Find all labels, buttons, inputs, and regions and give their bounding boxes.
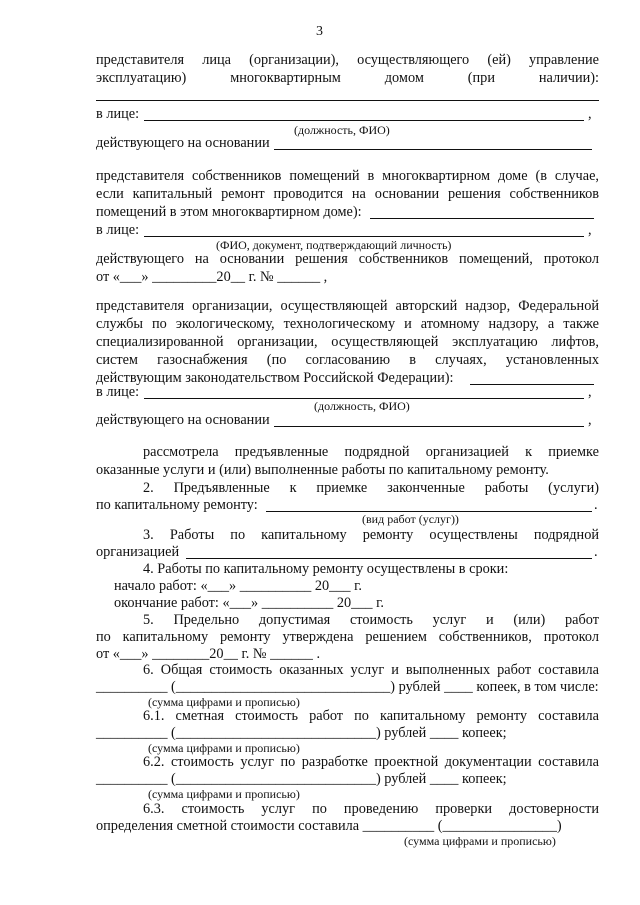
s3-line4: систем газоснабжения (по согласованию в случаях, установленных: [96, 352, 599, 368]
p5-line3: от «___» ________20__ г. № ______ .: [96, 646, 321, 662]
p4-start: начало работ: «___» __________ 20___ г.: [114, 578, 362, 594]
p6-line1: 6. Общая стоимость оказанных услуг и выполненных работ составила: [143, 662, 599, 678]
s3-acting-label: действующего на основании: [96, 412, 270, 428]
s2-line2: если капитальный ремонт проводится на основании решения собственников: [96, 186, 599, 202]
p2-line2: по капитальному ремонту:: [96, 497, 258, 513]
s2-line3-blank: [370, 218, 594, 219]
s3-line3: специализированной организации, осуществляющей эксплуатацию лифтов,: [96, 334, 599, 350]
s2-line1: представителя собственников помещений в многоквартирном доме (в случае,: [96, 168, 599, 184]
s3-line1: представителя организации, осуществляющей авторский надзор, Федеральной: [96, 298, 599, 314]
p5-line2: по капитальному ремонту утверждена решением собственников, протокол: [96, 629, 599, 645]
p2-caption: (вид работ (услуг)): [362, 512, 459, 526]
p3-blank: [186, 558, 592, 559]
s2-comma: ,: [588, 222, 592, 238]
s1-acting-blank: [274, 149, 592, 150]
p4-end: окончание работ: «___» __________ 20___ г.: [114, 595, 384, 611]
p2-end: .: [594, 497, 598, 513]
p6-line2: __________ (______________________________) рублей ____ копеек, в том числе:: [96, 679, 599, 695]
s1-comma: ,: [588, 106, 592, 122]
s1-in-person-label: в лице:: [96, 106, 140, 122]
p4-line1: 4. Работы по капитальному ремонту осуществлены в сроки:: [143, 561, 509, 577]
p61-caption: (сумма цифрами и прописью): [148, 741, 300, 755]
s3-comma-2: ,: [588, 412, 592, 428]
s2-line4: действующего на основании решения собственников помещений, протокол: [96, 251, 599, 267]
p61-line1: 6.1. сметная стоимость работ по капитальному ремонту составила: [143, 708, 599, 724]
s1-line1: представителя лица (организации), осуществляющего (ей) управление: [96, 52, 599, 68]
s1-acting-label: действующего на основании: [96, 135, 270, 151]
p2-line1: 2. Предъявленные к приемке законченные работы (услуги): [143, 480, 599, 496]
s1-line2: эксплуатацию) многоквартирным домом (при наличии):: [96, 70, 599, 86]
p63-line2: определения сметной стоимости составила __________ (________________): [96, 818, 562, 834]
s2-line5: от «___» _________20__ г. № ______ ,: [96, 269, 328, 285]
s1-blank-line: [96, 100, 599, 101]
p62-caption: (сумма цифрами и прописью): [148, 787, 300, 801]
s3-in-person-label: в лице:: [96, 384, 140, 400]
p62-line1: 6.2. стоимость услуг по разработке проектной документации составила: [143, 754, 599, 770]
s3-acting-blank: [274, 426, 584, 427]
p6-caption: (сумма цифрами и прописью): [148, 695, 300, 709]
s3-line5: действующим законодательством Российской Федерации):: [96, 370, 454, 386]
s3-line2: службы по экологическому, технологическому и атомному надзору, а также: [96, 316, 599, 332]
s2-caption: (ФИО, документ, подтверждающий личность): [216, 238, 452, 252]
s1-caption: (должность, ФИО): [294, 123, 390, 137]
s2-in-person-label: в лице:: [96, 222, 140, 238]
p3-line2: организацией: [96, 544, 180, 560]
s3-comma: ,: [588, 384, 592, 400]
s3-caption: (должность, ФИО): [314, 399, 410, 413]
s1-in-person-blank: [144, 120, 584, 121]
p62-line2: __________ (____________________________) рублей ____ копеек;: [96, 771, 507, 787]
p3-line1: 3. Работы по капитальному ремонту осуществлены подрядной: [143, 527, 599, 543]
p3-end: .: [594, 544, 598, 560]
p61-line2: __________ (____________________________) рублей ____ копеек;: [96, 725, 507, 741]
s2-line3: помещений в этом многоквартирном доме):: [96, 204, 362, 220]
main-line1: рассмотрела предъявленные подрядной организацией к приемке: [143, 444, 599, 460]
p5-line1: 5. Предельно допустимая стоимость услуг и (или) работ: [143, 612, 599, 628]
page-number: 3: [316, 24, 323, 39]
p63-caption: (сумма цифрами и прописью): [404, 834, 556, 848]
main-line2: оказанные услуги и (или) выполненные работы по капитальному ремонту.: [96, 462, 549, 478]
p63-line1: 6.3. стоимость услуг по проведению проверки достоверности: [143, 801, 599, 817]
s2-in-person-blank: [144, 236, 584, 237]
